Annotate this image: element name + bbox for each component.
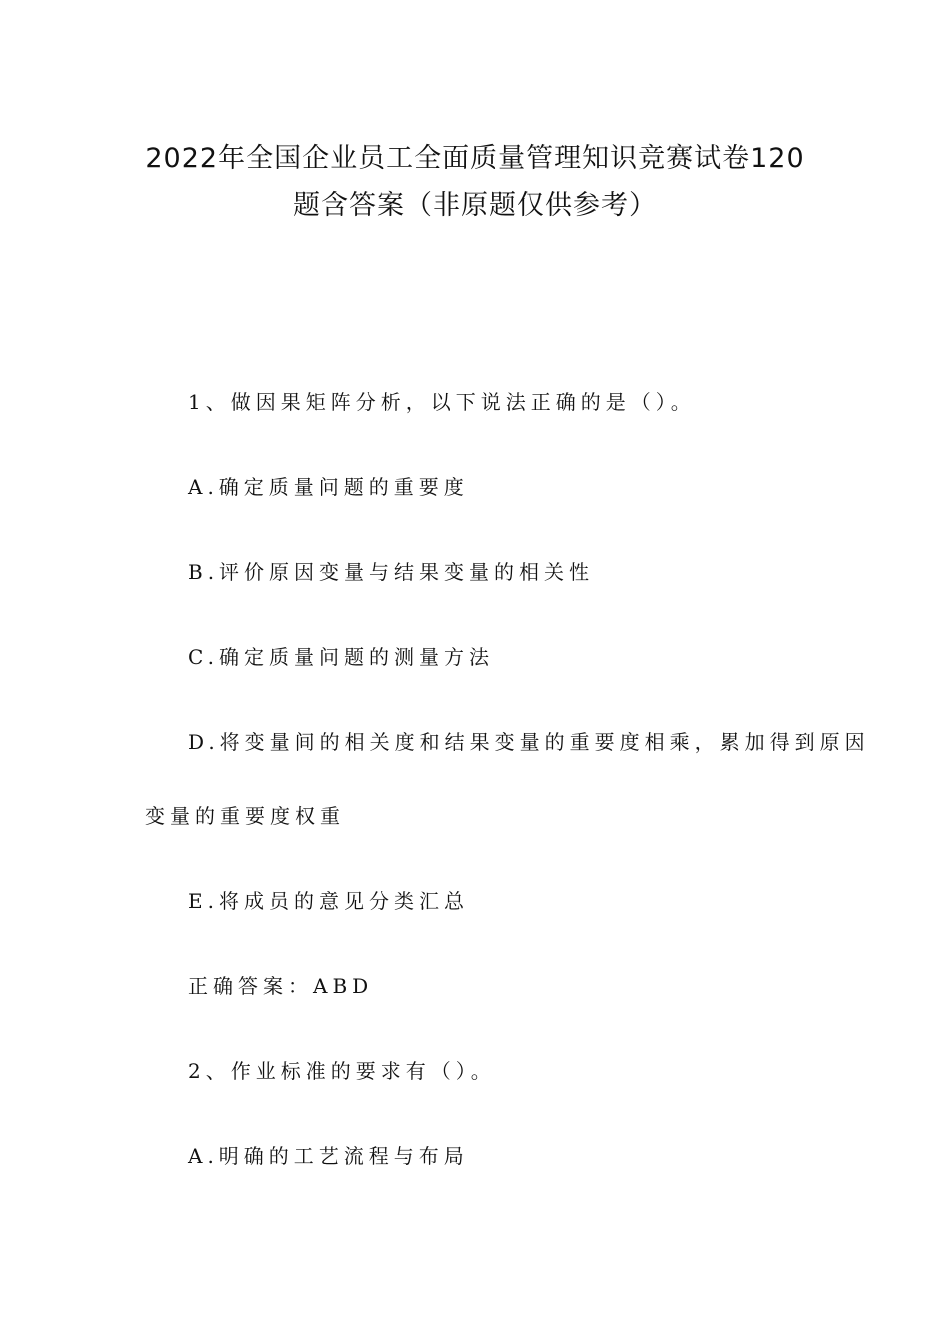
question-1-option-d: D.将变量间的相关度和结果变量的重要度相乘，累加得到原因	[188, 730, 870, 754]
question-2-stem: 2、作业标准的要求有（）。	[188, 1059, 496, 1083]
question-2-option-a: A.明确的工艺流程与布局	[188, 1144, 469, 1168]
document-title-line-1: 2022年全国企业员工全面质量管理知识竞赛试卷120	[145, 143, 805, 174]
document-title-line-2: 题含答案（非原题仅供参考）	[293, 190, 657, 221]
question-1-option-e: E.将成员的意见分类汇总	[188, 889, 469, 913]
question-1-option-b: B.评价原因变量与结果变量的相关性	[188, 560, 595, 584]
question-1-option-d-continued: 变量的重要度权重	[145, 804, 345, 828]
question-1-option-c: C.确定质量问题的测量方法	[188, 645, 494, 669]
question-1-option-a: A.确定质量问题的重要度	[188, 475, 469, 499]
question-1-answer: 正确答案：ABD	[188, 974, 374, 998]
question-1-stem: 1、做因果矩阵分析，以下说法正确的是（）。	[188, 390, 696, 414]
